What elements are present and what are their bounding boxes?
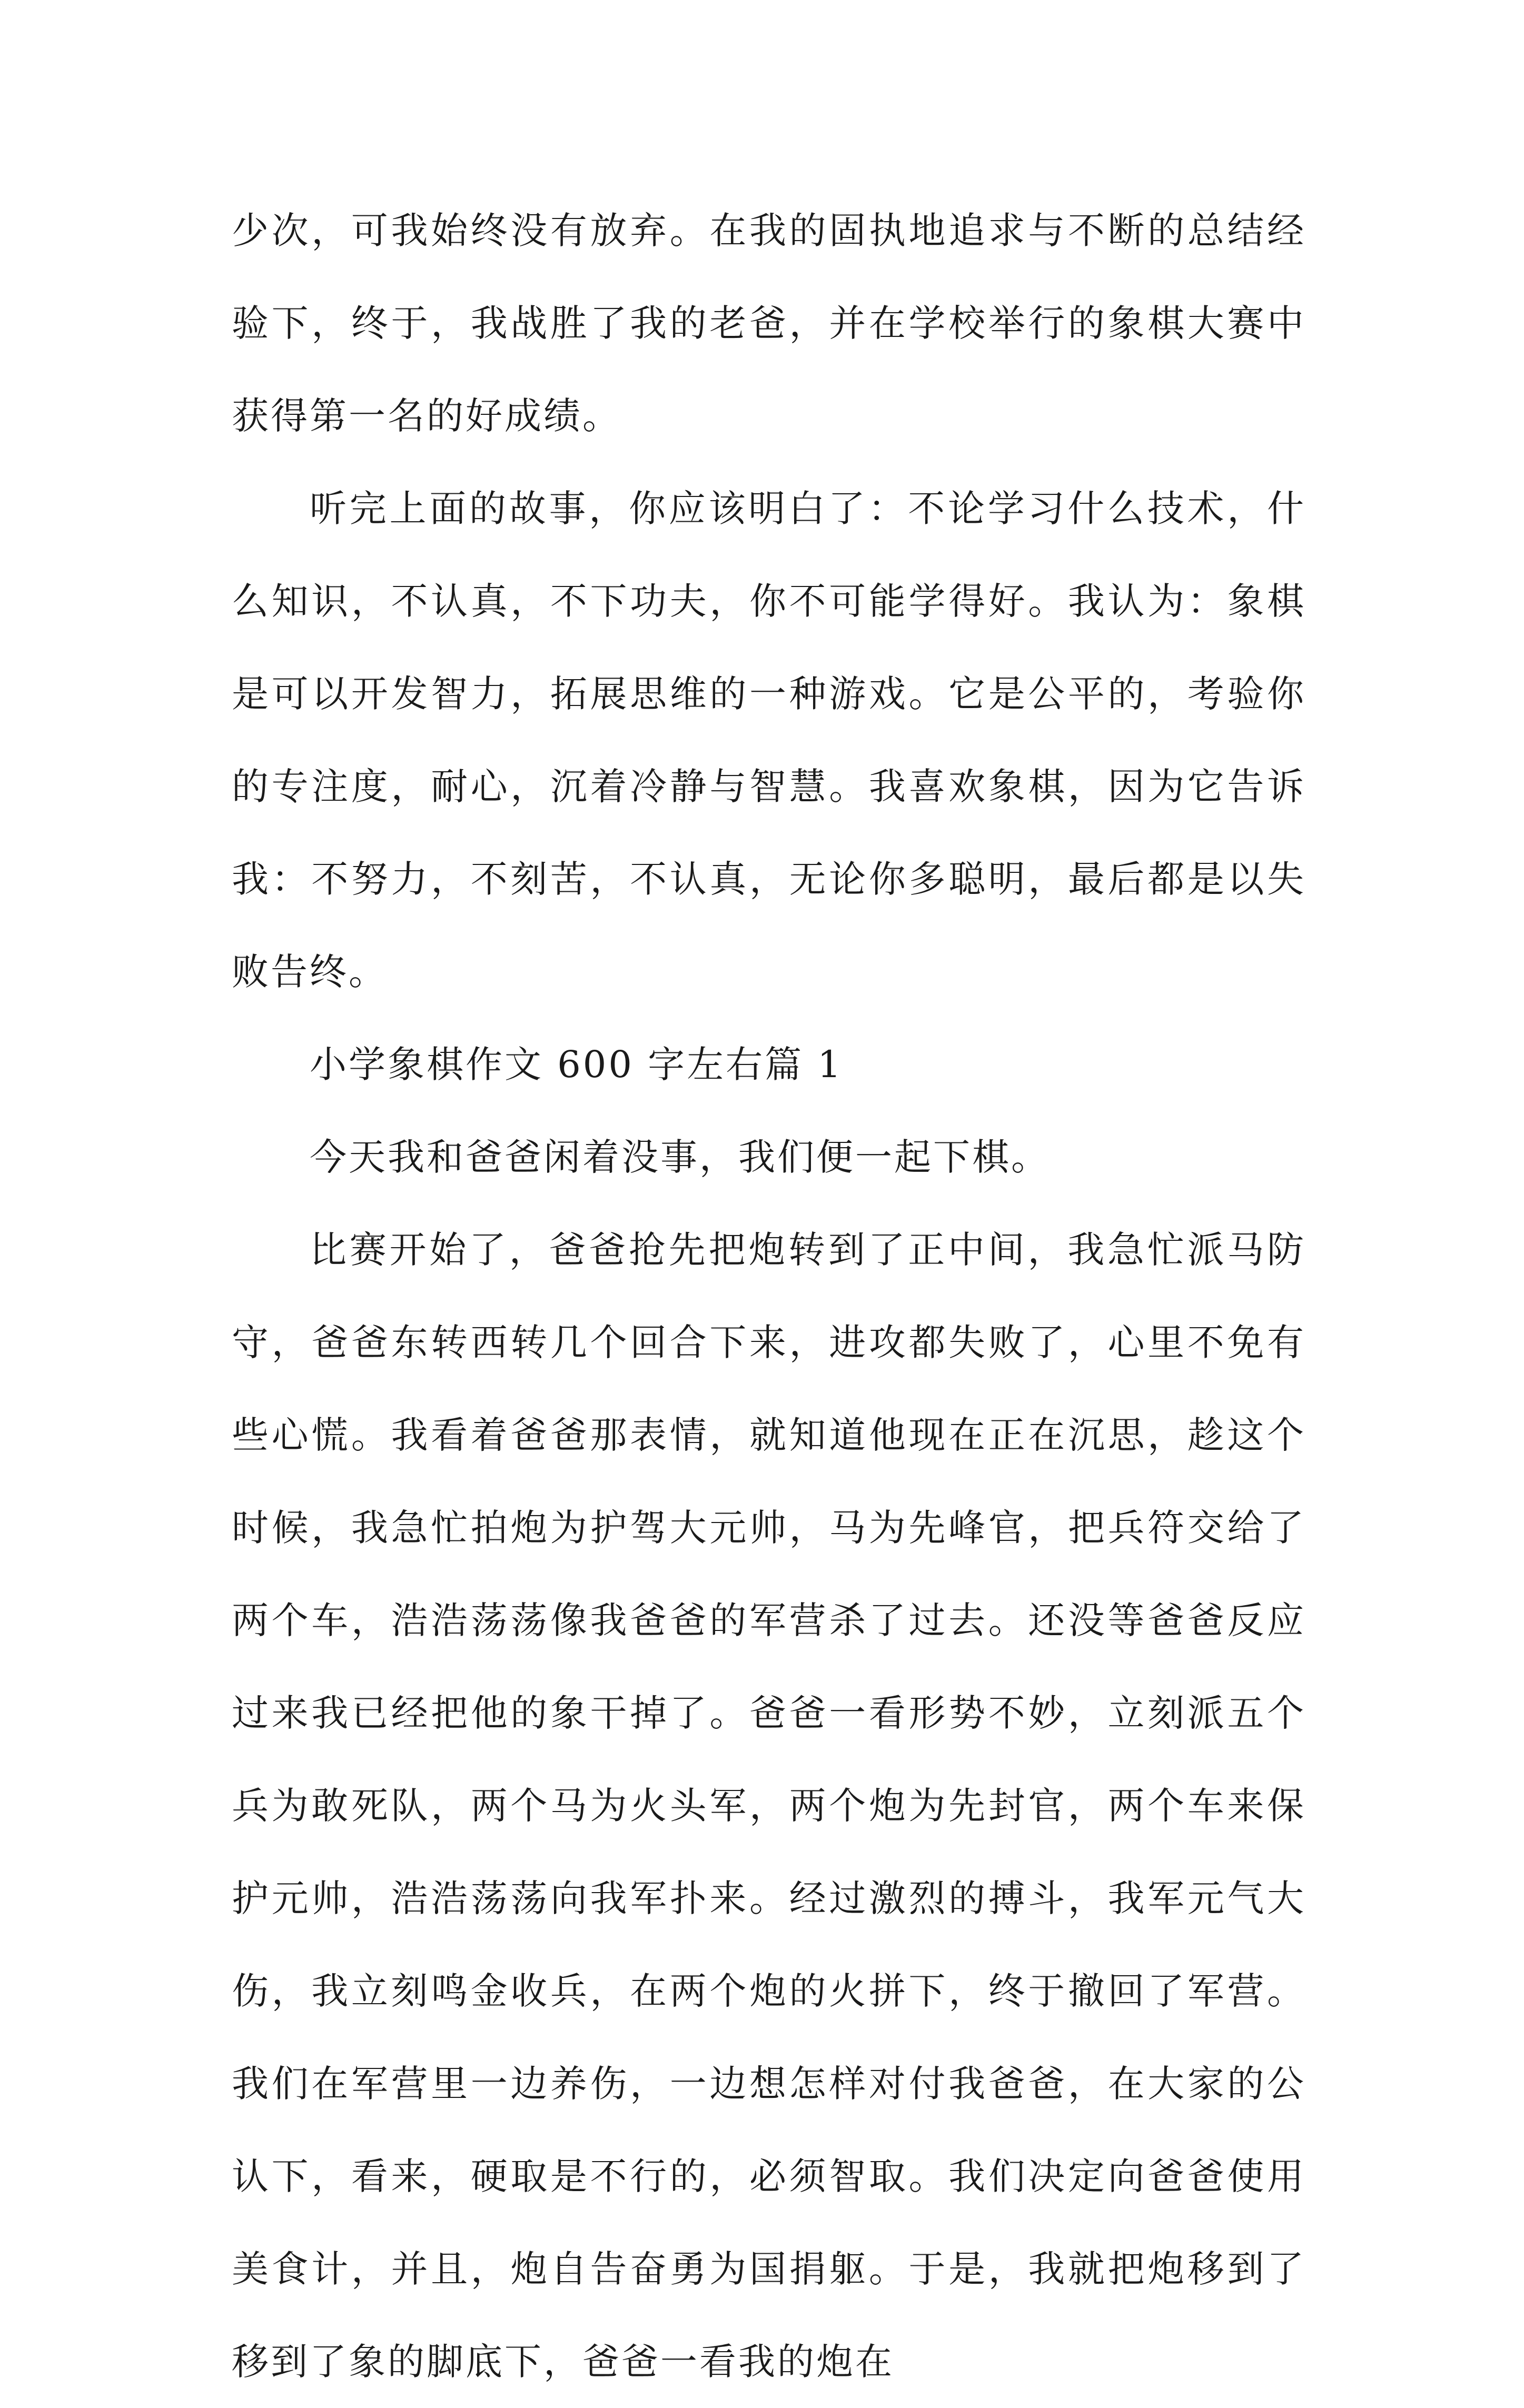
document-body <box>232 184 1306 2408</box>
section-heading: 小学象棋作文 600 字左右篇 1 <box>310 1043 843 1086</box>
paragraph-4: 比赛开始了，爸爸抢先把炮转到了正中间，我急忙派马防守，爸爸东转西转几个回合下来，进攻都失败了，心里不免有些心慌。我看着爸爸那表情，就知道他现在正在沉思，趁这个时候，我急忙拍炮为护驾大元帅，马为先峰官，把兵符交给了两个车，浩浩荡荡像我爸爸的军营杀了过去。还没等爸爸反应过来我已经把他的象干掉了。爸爸一看形势不妙，立刻派五个兵为敢死队，两个马为火头军，两个炮为先封官，两个车来保护元帅，浩浩荡荡向我军扑来。经过激烈的搏斗，我军元气大伤，我立刻鸣金收兵，在两个炮的火拼下，终于撤回了军营。我们在军营里一边养伤，一边想怎样对付我爸爸，在大家的公认下，看来，硬取是不行的，必须智取。我们决定向爸爸使用美食计，并且，炮自告奋勇为国捐躯。于是，我就把炮移到了移到了象的脚底下，爸爸一看我的炮在 <box>232 1228 1306 2383</box>
paragraph-2: 听完上面的故事，你应该明白了：不论学习什么技术，什么知识，不认真，不下功夫，你不可能学得好。我认为：象棋是可以开发智力，拓展思维的一种游戏。它是公平的，考验你的专注度，耐心，沉着冷静与智慧。我喜欢象棋，因为它告诉我：不努力，不刻苦，不认真，无论你多聪明，最后都是以失败告终。 <box>232 487 1306 993</box>
paragraph-3: 今天我和爸爸闲着没事，我们便一起下棋。 <box>310 1136 1050 1179</box>
paragraph-1: 少次，可我始终没有放弃。在我的固执地追求与不断的总结经验下，终于，我战胜了我的老爸，并在学校举行的象棋大赛中获得第一名的好成绩。 <box>232 209 1306 437</box>
